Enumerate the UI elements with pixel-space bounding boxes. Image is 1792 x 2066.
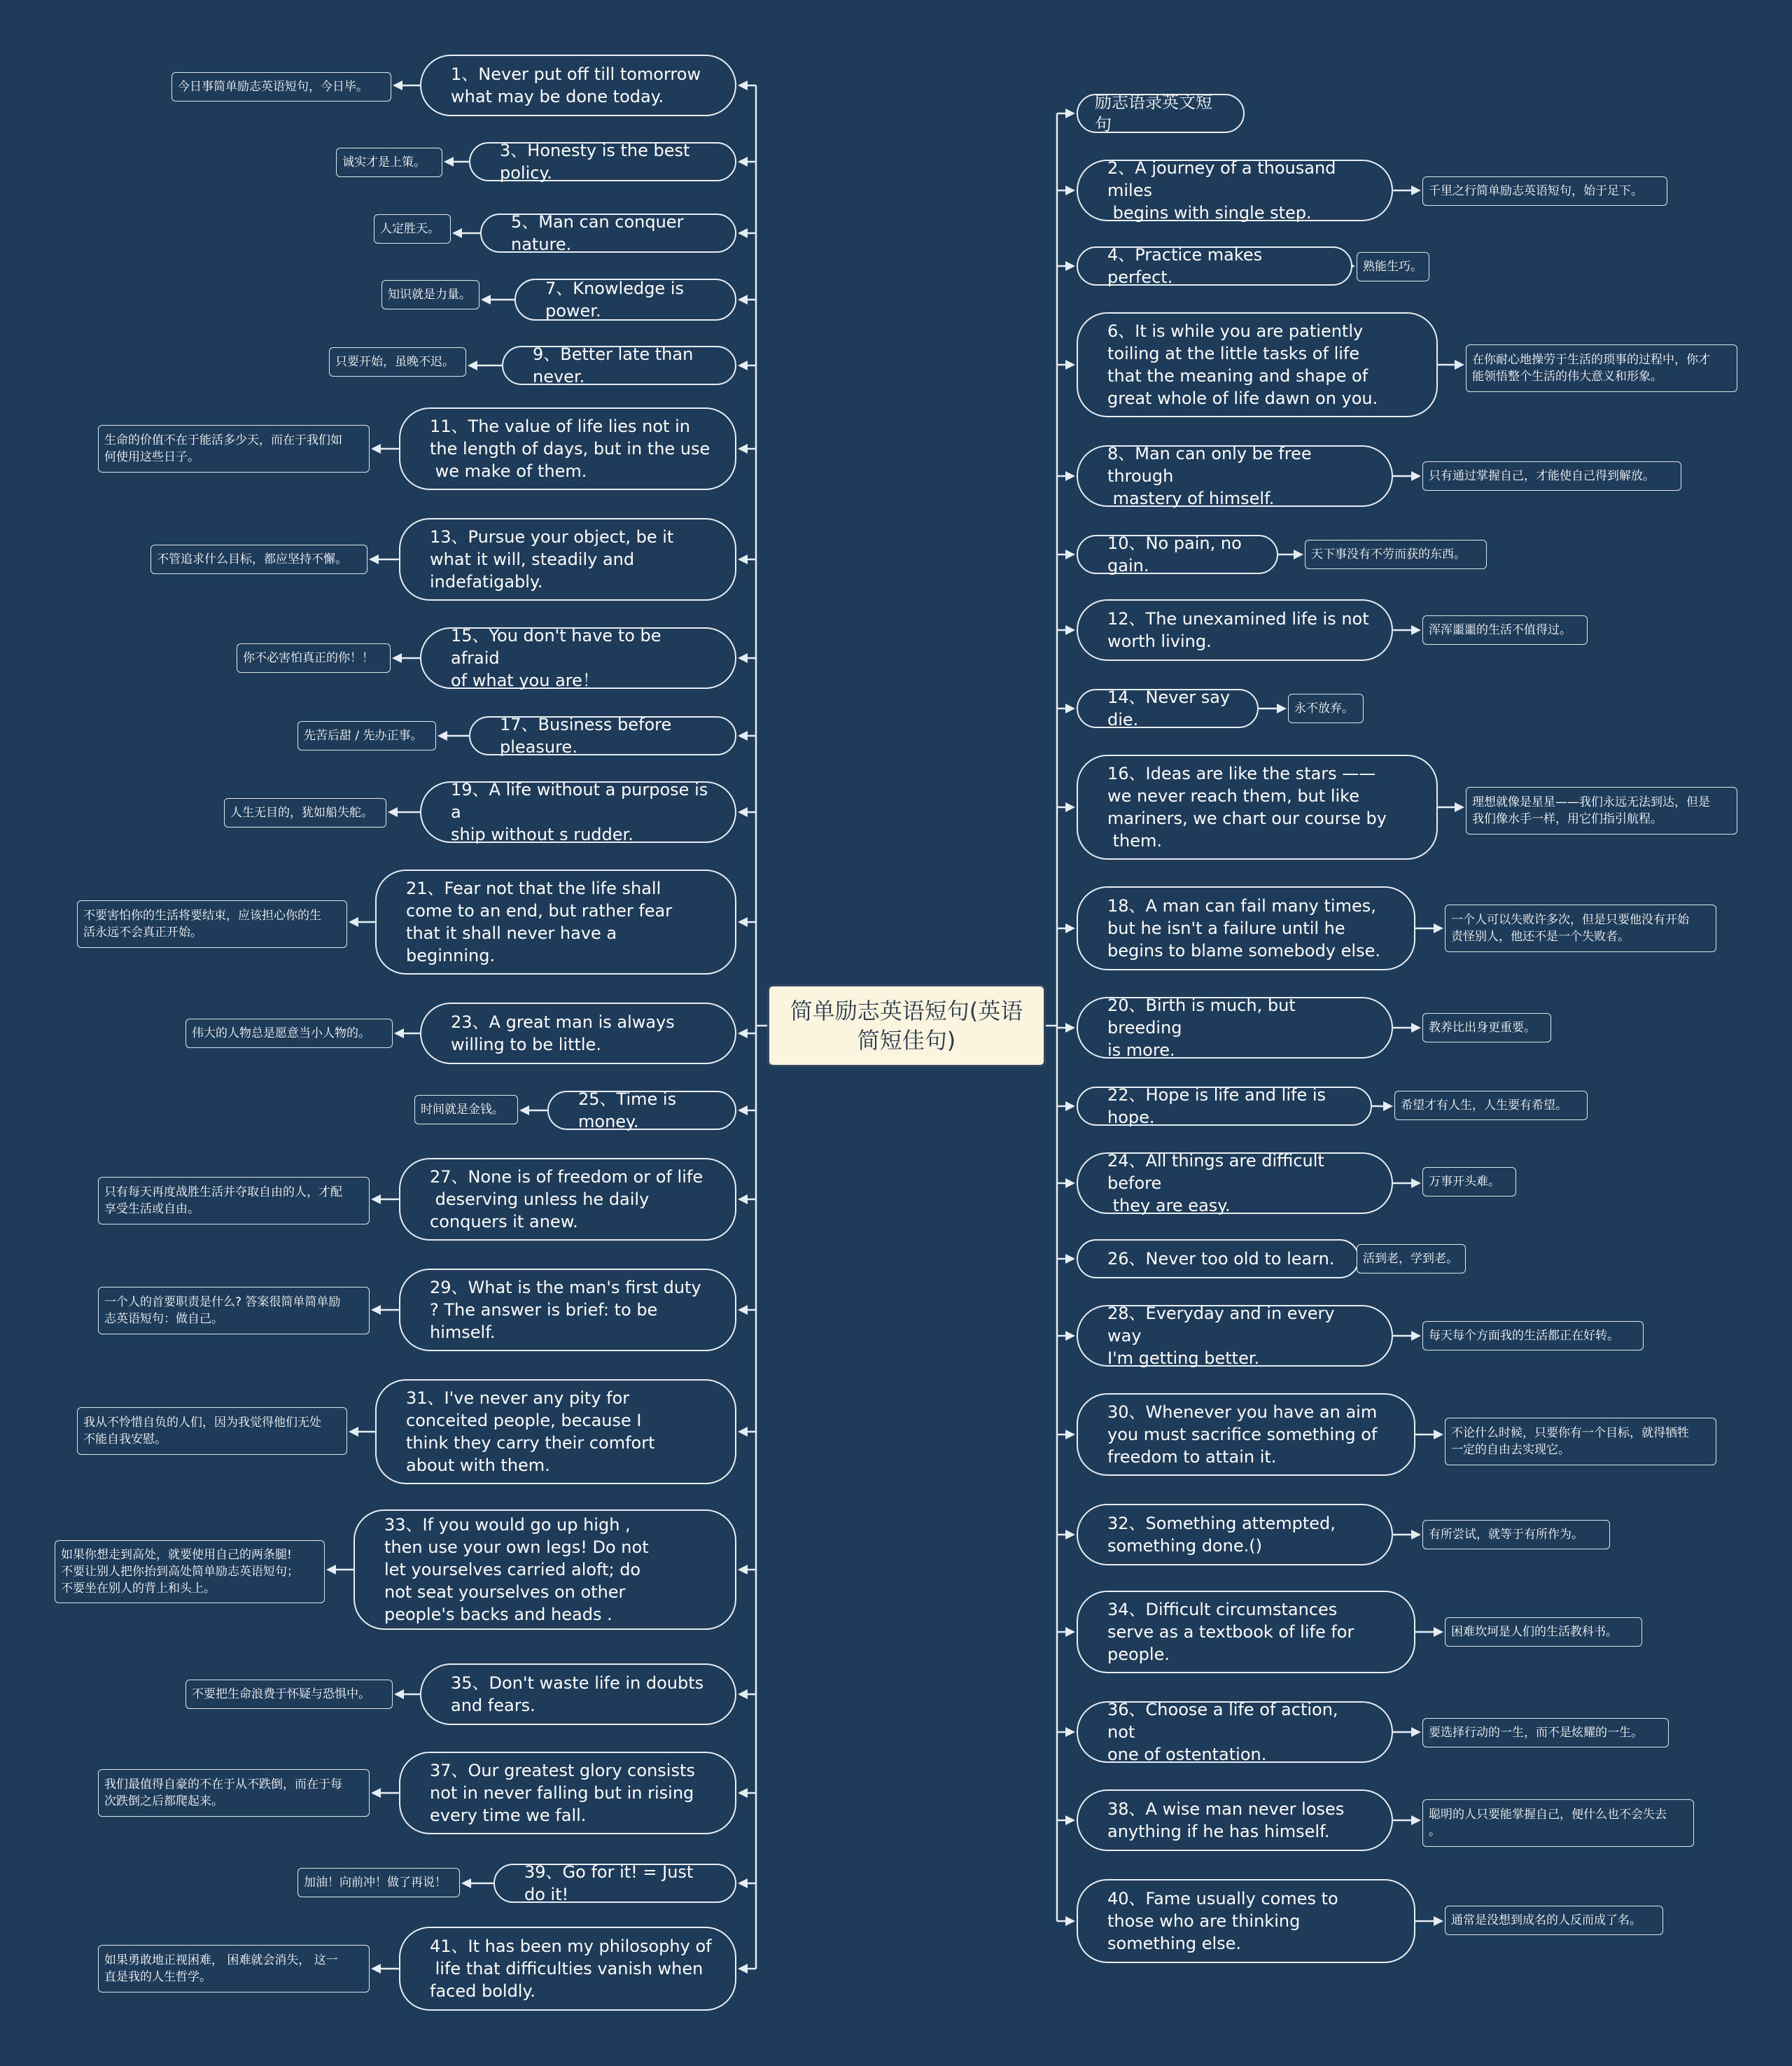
- right-branch-node[interactable]: 2、A journey of a thousand miles begins with single step.: [1077, 160, 1393, 221]
- right-branch-node[interactable]: 40、Fame usually comes to those who are thinking something else.: [1077, 1879, 1415, 1963]
- left-branch-node[interactable]: 11、The value of life lies not in the length of days, but in the use we make of them.: [399, 407, 736, 490]
- connector-arrow: [1383, 1101, 1393, 1111]
- connector-arrow: [371, 444, 381, 454]
- right-translation-leaf[interactable]: 有所尝试，就等于有所作为。: [1422, 1520, 1610, 1549]
- connector-arrow: [371, 1194, 381, 1204]
- connector-arrow: [738, 361, 748, 370]
- connector-arrow: [1065, 1916, 1075, 1926]
- right-branch-node[interactable]: 30、Whenever you have an aim you must sacrifice something of freedom to attain it.: [1077, 1393, 1415, 1476]
- left-translation-leaf[interactable]: 我们最值得自豪的不在于从不跌倒，而在于每 次跌倒之后都爬起来。: [98, 1769, 370, 1817]
- connector-arrow: [371, 1964, 381, 1974]
- connector-arrow: [1411, 471, 1421, 481]
- connector-arrow: [738, 157, 748, 167]
- connector-arrow: [1455, 360, 1464, 370]
- connector-arrow: [1065, 1430, 1075, 1439]
- right-branch-node[interactable]: 12、The unexamined life is not worth living.: [1077, 599, 1393, 661]
- connector-arrow: [1065, 186, 1075, 195]
- right-branch-node[interactable]: 10、No pain, no gain.: [1077, 535, 1278, 574]
- connector-arrow: [1411, 1023, 1421, 1033]
- left-branch-node[interactable]: 19、A life without a purpose is a ship without s rudder.: [420, 781, 736, 843]
- right-branch-node[interactable]: 4、Practice makes perfect.: [1077, 246, 1352, 286]
- left-branch-node[interactable]: 33、If you would go up high , then use your own legs! Do not let yourselves carried aloft; do not seat yourselves on other people's backs and heads .: [354, 1509, 736, 1630]
- right-translation-leaf[interactable]: 理想就像是星星——我们永远无法到达，但是 我们像水手一样，用它们指引航程。: [1466, 787, 1737, 835]
- root-topic[interactable]: 简单励志英语短句(英语简短佳句): [767, 984, 1046, 1067]
- connector-arrow: [1411, 1815, 1421, 1825]
- connector-arrow: [1065, 1727, 1075, 1737]
- left-translation-leaf[interactable]: 知识就是力量。: [382, 280, 479, 309]
- right-branch-node[interactable]: 26、Never too old to learn.: [1077, 1239, 1359, 1278]
- right-branch-node[interactable]: 14、Never say die.: [1077, 689, 1259, 728]
- left-branch-node[interactable]: 37、Our greatest glory consists not in never falling but in rising every time we fall.: [399, 1752, 736, 1834]
- connector-arrow: [1065, 1178, 1075, 1188]
- left-branch-node[interactable]: 13、Pursue your object, be it what it will, steadily and indefatigably.: [399, 518, 736, 601]
- left-translation-leaf[interactable]: 只有每天再度战胜生活并夺取自由的人，才配 享受生活或自由。: [98, 1177, 370, 1224]
- left-translation-leaf[interactable]: 你不必害怕真正的你！！: [237, 643, 391, 673]
- left-translation-leaf[interactable]: 生命的价值不在于能活多少天，而在于我们如 何使用这些日子。: [98, 425, 370, 473]
- connector-arrow: [519, 1105, 529, 1115]
- connector-arrow: [1065, 625, 1075, 635]
- right-translation-leaf[interactable]: 聪明的人只要能掌握自己，便什么也不会失去 。: [1422, 1799, 1694, 1847]
- connector-arrow: [349, 1427, 358, 1437]
- connector-arrow: [1411, 1530, 1421, 1540]
- right-branch-node[interactable]: 28、Everyday and in every way I'm getting better.: [1077, 1305, 1393, 1367]
- connector-arrow: [738, 1565, 748, 1575]
- connector-arrow: [468, 361, 477, 370]
- connector-arrow: [738, 1788, 748, 1798]
- right-branch-node[interactable]: 36、Choose a life of action, not one of ostentation.: [1077, 1701, 1393, 1763]
- left-branch-node[interactable]: 7、Knowledge is power.: [514, 279, 736, 321]
- right-translation-leaf[interactable]: 永不放弃。: [1288, 694, 1364, 723]
- connector-arrow: [1065, 1815, 1075, 1825]
- left-branch-node[interactable]: 5、Man can conquer nature.: [480, 214, 736, 253]
- left-branch-node[interactable]: 17、Business before pleasure.: [469, 716, 736, 755]
- left-branch-node[interactable]: 3、Honesty is the best policy.: [469, 142, 736, 181]
- left-branch-node[interactable]: 27、None is of freedom or of life deserving unless he daily conquers it anew.: [399, 1158, 736, 1241]
- left-branch-node[interactable]: 15、You don't have to be afraid of what you are！: [420, 627, 736, 689]
- left-translation-leaf[interactable]: 如果你想走到高处，就要使用自己的两条腿! 不要让别人把你抬到高处简单励志英语短句； 不要坐在别人的背上和头上。: [55, 1540, 325, 1603]
- left-translation-leaf[interactable]: 人定胜天。: [374, 214, 451, 244]
- connector-arrow: [738, 1305, 748, 1315]
- right-translation-leaf[interactable]: 千里之行简单励志英语短句，始于足下。: [1422, 176, 1667, 206]
- connector-arrow: [738, 917, 748, 927]
- connector-arrow: [1065, 1530, 1075, 1540]
- connector-arrow: [1065, 261, 1075, 271]
- connector-arrow: [1065, 1254, 1075, 1264]
- connector-arrow: [369, 554, 379, 564]
- connector-arrow: [738, 1105, 748, 1115]
- connector-arrow: [444, 157, 454, 167]
- left-translation-leaf[interactable]: 先苦后甜 / 先办正事。: [298, 721, 436, 751]
- right-translation-leaf[interactable]: 一个人可以失败许多次，但是只要他没有开始 责怪别人，他还不是一个失败者。: [1445, 905, 1716, 952]
- right-branch-node[interactable]: 24、All things are difficult before they are easy.: [1077, 1152, 1393, 1214]
- right-branch-node[interactable]: 22、Hope is life and life is hope.: [1077, 1087, 1372, 1126]
- right-branch-node[interactable]: 38、A wise man never loses anything if he has himself.: [1077, 1789, 1393, 1851]
- left-branch-node[interactable]: 35、Don't waste life in doubts and fears.: [420, 1663, 736, 1725]
- right-translation-leaf[interactable]: 只有通过掌握自己，才能使自己得到解放。: [1422, 461, 1681, 491]
- right-translation-leaf[interactable]: 浑浑噩噩的生活不值得过。: [1422, 615, 1588, 645]
- left-translation-leaf[interactable]: 不管追求什么目标，都应坚持不懈。: [150, 545, 368, 574]
- connector-arrow: [1411, 625, 1421, 635]
- connector-arrow: [393, 81, 402, 90]
- left-translation-leaf[interactable]: 伟大的人物总是愿意当小人物的。: [186, 1019, 393, 1048]
- left-translation-leaf[interactable]: 今日事简单励志英语短句，今日毕。: [172, 72, 391, 102]
- left-branch-node[interactable]: 41、It has been my philosophy of life that difficulties vanish when faced boldly.: [399, 1927, 736, 2011]
- left-translation-leaf[interactable]: 只要开始，虽晚不迟。: [329, 347, 466, 377]
- connector-arrow: [452, 228, 462, 238]
- connector-arrow: [1434, 1627, 1443, 1637]
- connector-arrow: [1065, 1023, 1075, 1033]
- connector-arrow: [326, 1565, 336, 1575]
- connector-arrow: [1065, 704, 1075, 713]
- right-branch-node[interactable]: 18、A man can fail many times, but he isn't a failure until he begins to blame somebody else.: [1077, 886, 1415, 970]
- connector-arrow: [481, 295, 491, 305]
- right-branch-node[interactable]: 32、Something attempted, something done.(): [1077, 1504, 1393, 1565]
- right-branch-node[interactable]: 34、Difficult circumstances serve as a textbook of life for people.: [1077, 1591, 1415, 1673]
- connector-arrow: [1065, 550, 1075, 559]
- left-branch-node[interactable]: 39、Go for it! = Just do it!: [493, 1864, 736, 1903]
- connector-arrow: [738, 1689, 748, 1699]
- connector-arrow: [349, 917, 358, 927]
- right-branch-node[interactable]: 20、Birth is much, but breeding is more.: [1077, 997, 1393, 1059]
- connector-arrow: [1411, 1727, 1421, 1737]
- right-branch-node[interactable]: 8、Man can only be free through mastery of himself.: [1077, 445, 1393, 507]
- left-branch-node[interactable]: 31、I've never any pity for conceited people, because I think they carry their comfort about with them.: [375, 1379, 736, 1484]
- left-translation-leaf[interactable]: 加油！向前冲！做了再说！: [298, 1868, 460, 1897]
- connector-arrow: [1411, 1331, 1421, 1341]
- left-translation-leaf[interactable]: 人生无目的，犹如船失舵。: [224, 798, 386, 828]
- connector-arrow: [738, 444, 748, 454]
- right-translation-leaf[interactable]: 万事开头难。: [1422, 1167, 1516, 1196]
- left-branch-node[interactable]: 21、Fear not that the life shall come to an end, but rather fear that it shall never have a beginning.: [375, 870, 736, 975]
- left-translation-leaf[interactable]: 一个人的首要职责是什么? 答案很简单简单励 志英语短句：做自己。: [98, 1287, 370, 1334]
- connector-arrow: [461, 1878, 471, 1888]
- right-translation-leaf[interactable]: 通常是没想到成名的人反而成了名。: [1445, 1906, 1663, 1935]
- connector-arrow: [738, 228, 748, 238]
- connector-arrow: [1434, 1430, 1443, 1439]
- left-branch-node[interactable]: 9、Better late than never.: [502, 346, 736, 385]
- connector-arrow: [371, 1788, 381, 1798]
- connector-arrow: [738, 554, 748, 564]
- connector-arrow: [1411, 186, 1421, 195]
- left-translation-leaf[interactable]: 不要害怕你的生活将要结束，应该担心你的生 活永远不会真正开始。: [77, 900, 347, 948]
- connector-arrow: [438, 731, 447, 741]
- right-branch-node[interactable]: 16、Ideas are like the stars —— we never reach them, but like mariners, we chart our course by them.: [1077, 755, 1438, 860]
- right-header-node[interactable]: 励志语录英文短句: [1077, 94, 1245, 133]
- right-translation-leaf[interactable]: 天下事没有不劳而获的东西。: [1305, 540, 1487, 569]
- connector-arrow: [1065, 1331, 1075, 1341]
- right-translation-leaf[interactable]: 熟能生巧。: [1357, 252, 1429, 281]
- left-translation-leaf[interactable]: 诚实才是上策。: [336, 148, 442, 177]
- connector-arrow: [738, 1427, 748, 1437]
- connector-arrow: [1065, 109, 1075, 118]
- connector-arrow: [738, 81, 748, 90]
- connector-arrow: [738, 731, 748, 741]
- connector-arrow: [388, 807, 398, 817]
- connector-arrow: [392, 653, 402, 663]
- connector-arrow: [738, 1964, 748, 1974]
- connector-arrow: [371, 1305, 381, 1315]
- connector-arrow: [1065, 1627, 1075, 1637]
- left-translation-leaf[interactable]: 时间就是金钱。: [414, 1095, 518, 1124]
- connector-arrow: [738, 653, 748, 663]
- left-translation-leaf[interactable]: 不要把生命浪费于怀疑与恐惧中。: [186, 1680, 393, 1709]
- connector-arrow: [1434, 1916, 1443, 1926]
- right-translation-leaf[interactable]: 希望才有人生，人生要有希望。: [1394, 1091, 1588, 1120]
- connector-arrow: [1065, 1101, 1075, 1111]
- connector-arrow: [738, 1028, 748, 1038]
- right-branch-node[interactable]: 6、It is while you are patiently toiling at the little tasks of life that the meaning and shape of great whole of life dawn on you.: [1077, 312, 1438, 417]
- connector-arrow: [1065, 923, 1075, 933]
- connector-arrow: [738, 1878, 748, 1888]
- left-branch-node[interactable]: 23、A great man is always willing to be little.: [420, 1003, 736, 1064]
- connector-arrow: [1455, 802, 1464, 812]
- left-branch-node[interactable]: 29、What is the man's first duty ? The answer is brief: to be himself.: [399, 1269, 736, 1351]
- connector-arrow: [1277, 704, 1287, 713]
- left-translation-leaf[interactable]: 我从不怜惜自负的人们，因为我觉得他们无处 不能自我安慰。: [77, 1407, 347, 1455]
- left-translation-leaf[interactable]: 如果勇敢地正视困难， 困难就会消失， 这一 直是我的人生哲学。: [98, 1945, 370, 1992]
- right-translation-leaf[interactable]: 教养比出身更重要。: [1422, 1013, 1551, 1042]
- connector-arrow: [738, 807, 748, 817]
- connector-arrow: [1294, 550, 1303, 559]
- right-translation-leaf[interactable]: 在你耐心地操劳于生活的琐事的过程中，你才 能领悟整个生活的伟大意义和形象。: [1466, 344, 1737, 392]
- right-translation-leaf[interactable]: 活到老，学到老。: [1357, 1244, 1466, 1273]
- connector-arrow: [738, 295, 748, 305]
- connector-arrow: [1411, 1178, 1421, 1188]
- right-translation-leaf[interactable]: 要选择行动的一生，而不是炫耀的一生。: [1422, 1718, 1669, 1747]
- left-branch-node[interactable]: 1、Never put off till tomorrow what may be done today.: [420, 55, 736, 116]
- connector-arrow: [1434, 923, 1443, 933]
- right-translation-leaf[interactable]: 不论什么时候，只要你有一个目标，就得牺牲 一定的自由去实现它。: [1445, 1418, 1716, 1465]
- right-translation-leaf[interactable]: 每天每个方面我的生活都正在好转。: [1422, 1321, 1644, 1350]
- left-branch-node[interactable]: 25、Time is money.: [547, 1091, 736, 1130]
- connector-arrow: [394, 1028, 404, 1038]
- connector-arrow: [394, 1689, 404, 1699]
- connector-arrow: [1065, 802, 1075, 812]
- connector-arrow: [1065, 360, 1075, 370]
- connector-arrow: [738, 1194, 748, 1204]
- connector-arrow: [1065, 471, 1075, 481]
- right-translation-leaf[interactable]: 困难坎坷是人们的生活教科书。: [1445, 1617, 1642, 1647]
